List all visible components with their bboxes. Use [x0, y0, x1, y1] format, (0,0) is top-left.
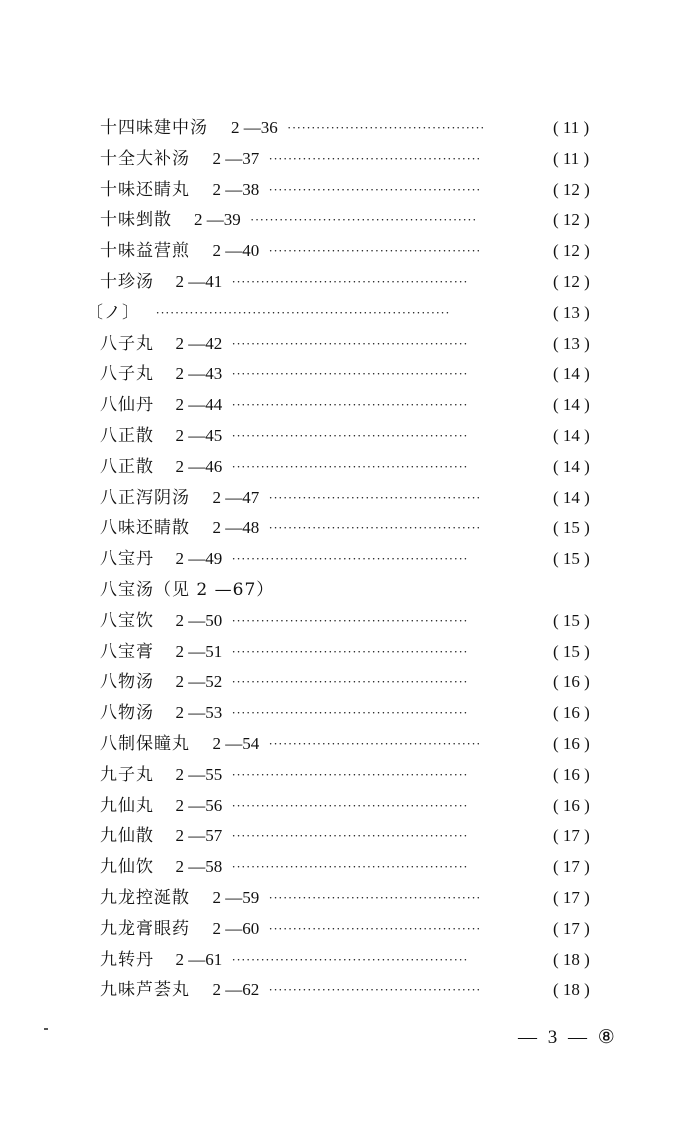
toc-entry — [0, 484, 687, 512]
toc-entry — [0, 330, 687, 358]
entry-code: 2 —41 — [175, 272, 223, 291]
entry-code: 2 —50 — [175, 610, 223, 630]
toc-entry — [0, 976, 687, 1004]
entry-page-number: ( 17 ) — [553, 857, 590, 877]
leader-dots: ················································· — [231, 458, 469, 474]
entry-title: 十味益营煎 — [100, 241, 190, 262]
entry-title: 八宝膏 — [100, 641, 154, 662]
leader-dots: ············································ — [268, 982, 481, 998]
leader-dots: ················································· — [231, 859, 469, 875]
entry-title: 八宝汤（见 2 —67） — [100, 580, 275, 600]
toc-entry — [0, 576, 687, 604]
toc-entry — [0, 607, 687, 635]
entry-code: 2 —49 — [175, 549, 223, 569]
toc-entry — [0, 360, 687, 388]
toc-entry — [0, 668, 687, 696]
entry-page-number: ( 12 ) — [553, 210, 590, 230]
leader-dots: ················································· — [231, 366, 469, 382]
entry-title: 九龙控涎散 — [100, 888, 190, 908]
toc-entry — [0, 699, 687, 727]
entry-title: 十四味建中汤 — [100, 118, 208, 138]
entry-code: 2 —46 — [175, 456, 223, 476]
entry-code: 2 —45 — [175, 426, 223, 445]
entry-title: 十全大补汤 — [100, 148, 190, 169]
leader-dots: ················································· — [231, 643, 469, 659]
toc-entry — [0, 792, 687, 820]
toc-entry — [0, 145, 687, 173]
toc-entry — [0, 514, 687, 542]
toc-entry — [0, 884, 687, 912]
leader-dots: ············································ — [268, 520, 481, 536]
entry-code: 2 —62 — [212, 980, 260, 1000]
leader-dots: ············································ — [268, 181, 481, 197]
entry-code: 2 —56 — [175, 795, 223, 815]
entry-page-number: ( 17 ) — [553, 918, 590, 938]
toc-entry — [0, 391, 687, 419]
toc-entry — [0, 299, 687, 327]
entry-page-number: ( 15 ) — [553, 641, 590, 661]
leader-dots: ················································· — [231, 705, 469, 721]
leader-dots: ············································ — [268, 736, 481, 751]
entry-title: 十味还睛丸 — [100, 179, 190, 200]
entry-title: 十珍汤 — [100, 272, 154, 292]
entry-title: 九仙散 — [100, 826, 154, 847]
leader-dots: ················································· — [231, 674, 469, 690]
entry-page-number: ( 14 ) — [553, 426, 590, 445]
entry-page-number: ( 16 ) — [553, 703, 590, 723]
toc-entry — [0, 638, 687, 666]
toc-entry — [0, 545, 687, 573]
leader-dots: ················································· — [231, 797, 469, 813]
entry-title: 八宝饮 — [100, 610, 154, 631]
entry-title: 九仙饮 — [100, 857, 154, 878]
entry-code: 2 —53 — [175, 703, 223, 723]
leader-dots: ··············································· — [250, 212, 477, 228]
entry-page-number: ( 12 ) — [553, 241, 590, 261]
entry-code: 2 —61 — [175, 949, 223, 969]
leader-dots: ············································ — [268, 489, 481, 505]
entry-title: 八正散 — [100, 426, 154, 446]
entry-title: 八正泻阴汤 — [100, 487, 190, 508]
entry-code: 2 —48 — [212, 518, 260, 538]
entry-title: 八味还睛散 — [100, 518, 190, 539]
entry-title: 八子丸 — [100, 333, 154, 354]
toc-entry — [0, 237, 687, 265]
entry-code: 2 —36 — [231, 118, 278, 137]
entry-page-number: ( 16 ) — [553, 734, 590, 753]
entry-page-number: ( 16 ) — [553, 764, 590, 784]
entry-code: 2 —37 — [212, 148, 260, 168]
entry-page-number: ( 12 ) — [553, 272, 590, 291]
entry-title: 八宝丹 — [100, 549, 154, 570]
entry-page-number: ( 14 ) — [553, 487, 590, 507]
entry-code: 2 —58 — [175, 857, 223, 877]
leader-dots: ················································· — [231, 397, 469, 413]
entry-title: 八物汤 — [100, 672, 154, 693]
toc-entry — [0, 114, 687, 142]
entry-code: 2 —47 — [212, 487, 260, 507]
entry-page-number: ( 11 ) — [553, 118, 590, 137]
entry-code: 2 —40 — [212, 241, 260, 261]
entry-title: 九转丹 — [100, 949, 154, 970]
leader-dots: ················································· — [231, 951, 469, 967]
entry-title: 〔ノ〕 — [86, 302, 140, 323]
leader-dots: ········································· — [287, 120, 485, 135]
entry-page-number: ( 17 ) — [553, 826, 590, 846]
entry-code: 2 —43 — [175, 364, 223, 384]
entry-page-number: ( 12 ) — [553, 179, 590, 199]
leader-dots: ················································· — [231, 766, 469, 782]
leader-dots: ················································· — [231, 612, 469, 628]
entry-code: 2 —52 — [175, 672, 223, 692]
toc-entry — [0, 946, 687, 974]
entry-code: 2 —60 — [212, 918, 260, 938]
entry-code: 2 —54 — [212, 734, 260, 753]
entry-code: 2 —55 — [175, 764, 223, 784]
leader-dots: ····························································· — [155, 304, 451, 320]
entry-code: 2 —59 — [212, 888, 260, 907]
leader-dots: ············································ — [268, 920, 481, 936]
entry-title: 八物汤 — [100, 703, 154, 724]
entry-title: 八正散 — [100, 456, 154, 477]
entry-page-number: ( 13 ) — [553, 333, 590, 353]
toc-entry — [0, 915, 687, 943]
entry-title: 九味芦荟丸 — [100, 980, 190, 1001]
entry-title: 八仙丹 — [100, 395, 154, 416]
page-number-footer: — 3 — ⑧ — [518, 1027, 618, 1048]
leader-dots: ················································· — [231, 428, 469, 443]
entry-page-number: ( 11 ) — [553, 148, 590, 168]
toc-entry — [0, 453, 687, 481]
leader-dots: ············································ — [268, 890, 481, 905]
entry-code: 2 —39 — [194, 210, 241, 230]
leader-dots: ················································· — [231, 335, 469, 351]
entry-code: 2 —51 — [175, 641, 223, 661]
toc-entry — [0, 822, 687, 850]
entry-code: 2 —44 — [175, 395, 223, 415]
entry-code: 2 —38 — [212, 179, 260, 199]
entry-page-number: ( 13 ) — [553, 302, 590, 322]
entry-page-number: ( 14 ) — [553, 395, 590, 415]
leader-dots: ············································ — [268, 243, 481, 259]
entry-page-number: ( 18 ) — [553, 949, 590, 969]
entry-page-number: ( 14 ) — [553, 456, 590, 476]
toc-entry — [0, 176, 687, 204]
entry-code: 2 —57 — [175, 826, 223, 846]
leader-dots: ············································ — [268, 150, 481, 166]
leader-dots: ················································· — [231, 551, 469, 567]
entry-page-number: ( 16 ) — [553, 672, 590, 692]
entry-title: 八子丸 — [100, 364, 154, 385]
entry-page-number: ( 14 ) — [553, 364, 590, 384]
entry-page-number: ( 18 ) — [553, 980, 590, 1000]
entry-title: 九子丸 — [100, 764, 154, 785]
entry-page-number: ( 15 ) — [553, 549, 590, 569]
entry-title: 九仙丸 — [100, 795, 154, 816]
scan-speck — [44, 1028, 48, 1030]
entry-code: 2 —42 — [175, 333, 223, 353]
entry-title: 九龙膏眼药 — [100, 918, 190, 939]
toc-entry — [0, 422, 687, 450]
entry-page-number: ( 16 ) — [553, 795, 590, 815]
leader-dots: ················································· — [231, 828, 469, 844]
entry-page-number: ( 15 ) — [553, 610, 590, 630]
toc-entry — [0, 730, 687, 758]
entry-page-number: ( 17 ) — [553, 888, 590, 907]
toc-entry — [0, 761, 687, 789]
toc-entry — [0, 268, 687, 296]
toc-entry — [0, 206, 687, 234]
entry-title: 八制保瞳丸 — [100, 734, 190, 754]
leader-dots: ················································· — [231, 274, 469, 289]
entry-page-number: ( 15 ) — [553, 518, 590, 538]
toc-entry — [0, 853, 687, 881]
entry-title: 十味剉散 — [100, 210, 172, 231]
